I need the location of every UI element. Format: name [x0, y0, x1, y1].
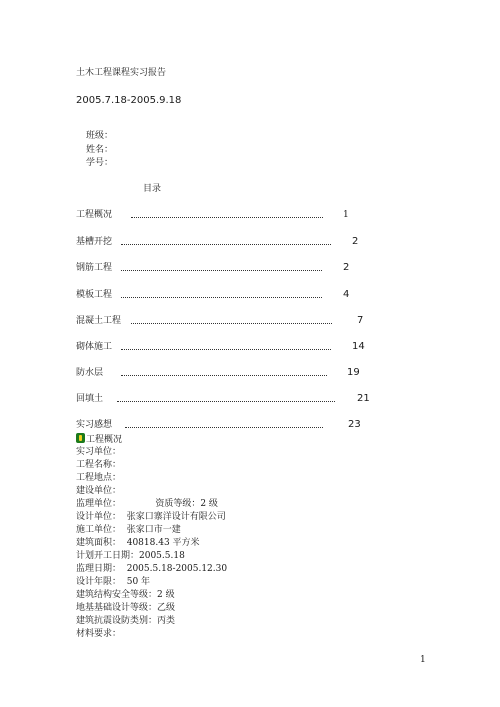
overview-line: 地基基础设计等级：乙级: [76, 603, 176, 613]
page-number: 1: [420, 655, 426, 665]
toc-leader: [131, 322, 332, 324]
toc-entry-label[interactable]: 模板工程: [76, 290, 113, 300]
toc-entry-page: 2: [352, 236, 359, 247]
student-id-label: 学号：: [86, 158, 114, 168]
overview-line: 施工单位： 张家口市一建: [76, 525, 181, 535]
overview-line: 建设单位：: [76, 486, 122, 496]
overview-heading: [76, 433, 122, 446]
overview-line: 计划开工日期：2005.5.18: [76, 551, 185, 561]
report-title: 土木工程课程实习报告: [76, 68, 167, 78]
overview-line: 实习单位：: [76, 447, 122, 457]
toc-entry-label[interactable]: 防水层: [76, 368, 104, 378]
toc-leader: [131, 216, 323, 218]
toc-entry-page: 21: [357, 393, 370, 404]
overview-line: 工程名称：: [76, 460, 122, 470]
overview-line: 工程地点：: [76, 473, 122, 483]
toc-entry-label[interactable]: 钢筋工程: [76, 263, 113, 273]
toc-leader: [125, 426, 323, 428]
overview-heading-text: 工程概况: [86, 435, 123, 445]
overview-line: 建筑面积： 40818.43 平方米: [76, 538, 200, 548]
toc-entry-label[interactable]: 砌体施工: [76, 342, 113, 352]
overview-line: 设计年限： 50 年: [76, 577, 151, 587]
toc-leader: [121, 269, 322, 271]
overview-line: 设计单位： 张家口寨洋设计有限公司: [76, 512, 226, 522]
overview-line: 监理单位： 资质等级：2 级: [76, 499, 218, 509]
class-label: 班级：: [86, 131, 114, 141]
toc-entry-page: 1: [343, 210, 349, 220]
toc-leader: [121, 243, 331, 245]
name-label: 姓名：: [86, 145, 114, 155]
toc-entry-page: 14: [352, 341, 365, 352]
toc-leader: [121, 296, 322, 298]
toc-entry-page: 4: [343, 289, 350, 300]
toc-leader: [117, 400, 335, 402]
toc-entry-page: 19: [347, 367, 360, 378]
overview-line: 监理日期： 2005.5.18-2005.12.30: [76, 564, 228, 574]
overview-line: 建筑结构安全等级：2 级: [76, 590, 175, 600]
toc-entry-label[interactable]: 实习感想: [76, 420, 113, 430]
toc-entry-label[interactable]: 工程概况: [76, 210, 113, 220]
toc-entry-page: 7: [357, 315, 364, 326]
overview-line: 建筑抗震设防类别：丙类: [76, 616, 176, 626]
toc-entry-page: 23: [348, 419, 361, 430]
toc-heading: 目录: [143, 184, 162, 194]
toc-leader: [121, 374, 327, 376]
toc-entry-page: 2: [343, 262, 350, 273]
toc-entry-label[interactable]: 回填土: [76, 394, 104, 404]
document-anchor-icon: [76, 433, 85, 443]
date-range: 2005.7.18-2005.9.18: [76, 95, 182, 106]
toc-entry-label[interactable]: 混凝土工程: [76, 316, 122, 326]
toc-leader: [121, 348, 331, 350]
overview-line: 材料要求：: [76, 629, 122, 639]
toc-entry-label[interactable]: 基槽开挖: [76, 237, 113, 247]
